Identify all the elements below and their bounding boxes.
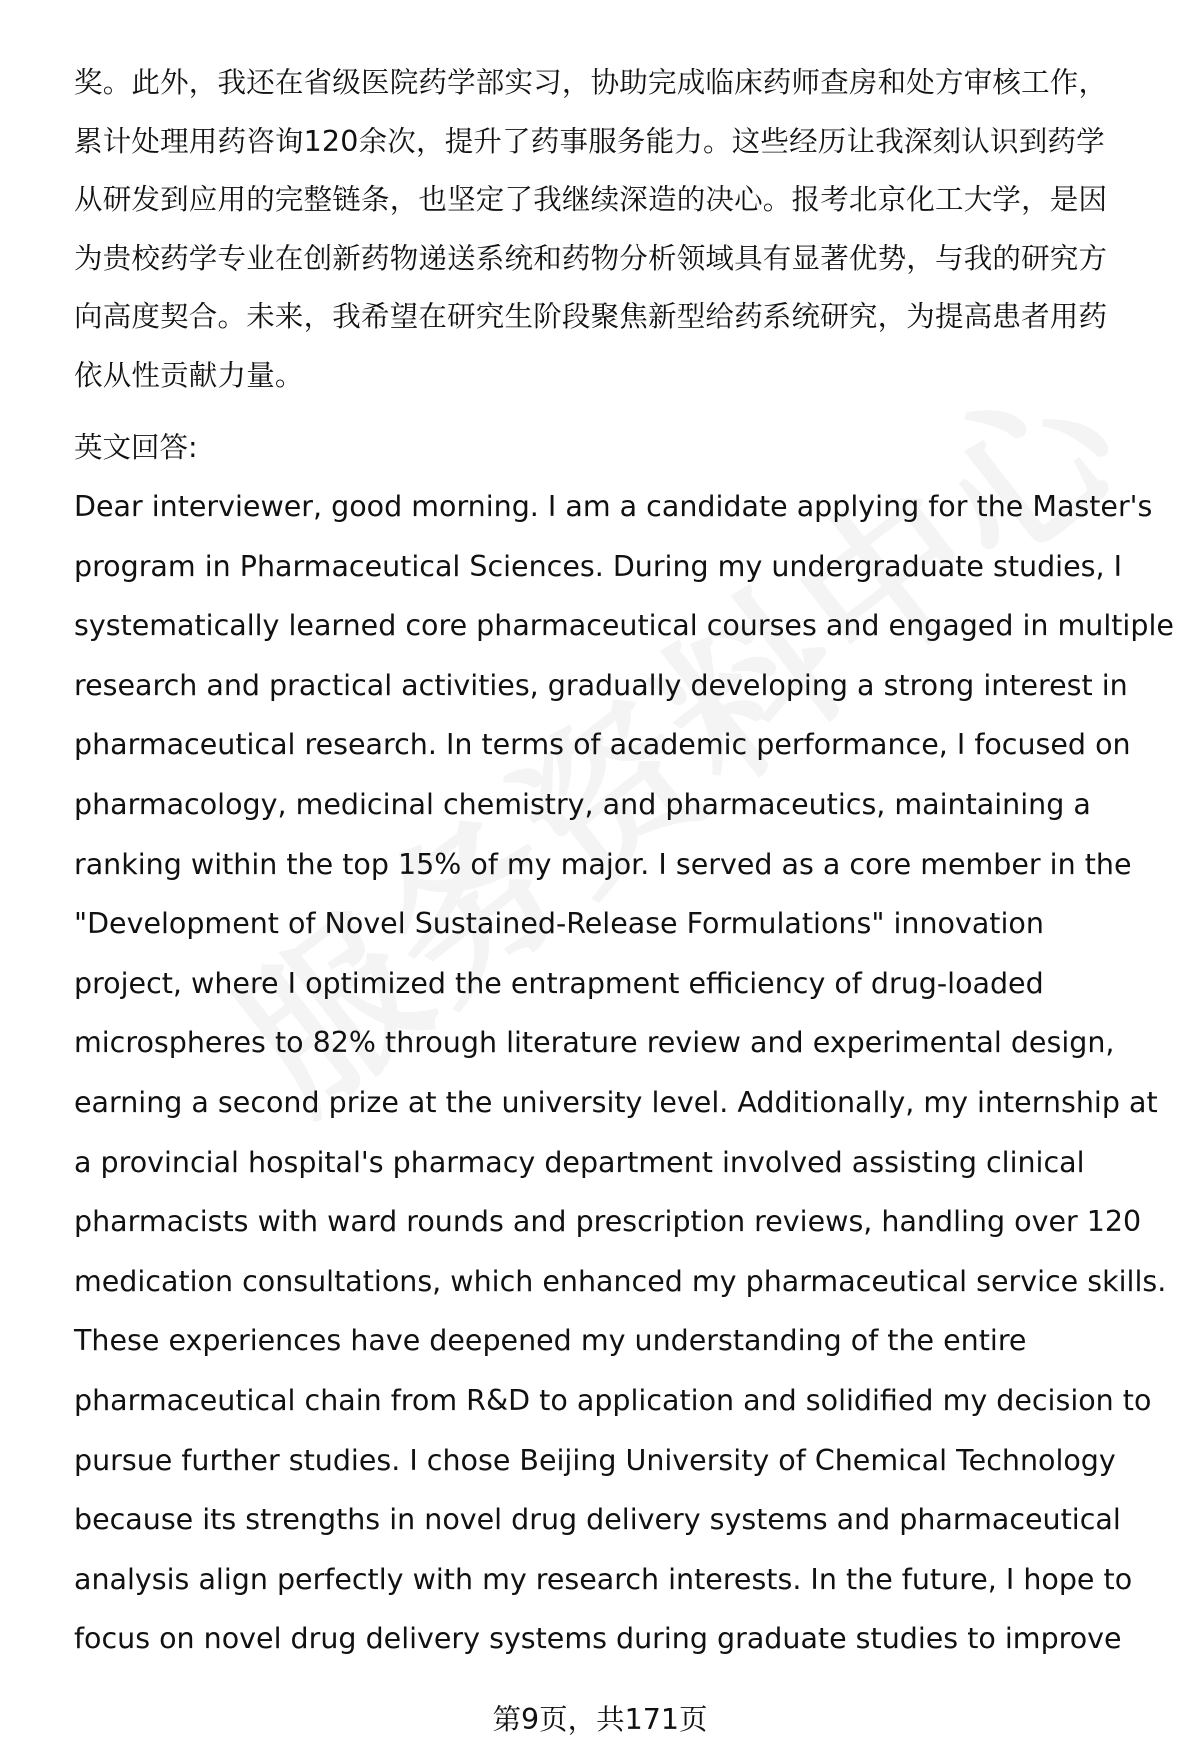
english-line: Dear interviewer, good morning. I am a candidate applying for the Master's <box>74 490 1153 523</box>
english-line: program in Pharmaceutical Sciences. During my undergraduate studies, I <box>74 549 1123 583</box>
english-line: pharmacists with ward rounds and prescription reviews, handling over 120 <box>74 1205 1142 1239</box>
english-line: because its strengths in novel drug delivery systems and pharmaceutical <box>74 1503 1121 1537</box>
english-line: systematically learned core pharmaceutical courses and engaged in multiple <box>74 609 1174 643</box>
document-body <box>74 54 1174 1669</box>
english-line: a provincial hospital's pharmacy department involved assisting clinical <box>74 1145 1085 1179</box>
english-line: pharmaceutical chain from R&D to application and solidified my decision to <box>74 1383 1152 1417</box>
chinese-paragraph <box>74 54 1159 405</box>
chinese-line: 向高度契合。未来，我希望在研究生阶段聚焦新型给药系统研究，为提高患者用药 <box>74 300 1108 333</box>
chinese-line: 累计处理用药咨询120余次，提升了药事服务能力。这些经历让我深刻认识到药学 <box>74 124 1105 158</box>
chinese-line: 依从性贡献力量。 <box>74 358 304 392</box>
english-line: pharmacology, medicinal chemistry, and pharmaceutics, maintaining a <box>74 787 1091 821</box>
english-line: "Development of Novel Sustained-Release Formulations" innovation <box>74 907 1044 941</box>
english-line: pursue further studies. I chose Beijing University of Chemical Technology <box>74 1443 1116 1477</box>
english-line: medication consultations, which enhanced my pharmaceutical service skills. <box>74 1264 1167 1298</box>
english-line: microspheres to 82% through literature review and experimental design, <box>74 1026 1115 1060</box>
english-line: research and practical activities, gradually developing a strong interest in <box>74 668 1128 702</box>
english-line: project, where I optimized the entrapment efficiency of drug-loaded <box>74 966 1044 1000</box>
english-answer-label: 英文回答: <box>74 431 198 464</box>
english-line: analysis align perfectly with my research interests. In the future, I hope to <box>74 1562 1133 1596</box>
english-line: pharmaceutical research. In terms of academic performance, I focused on <box>74 728 1131 762</box>
page-number-footer: 第9页，共171页 <box>492 1703 708 1736</box>
chinese-line: 为贵校药学专业在创新药物递送系统和药物分析领域具有显著优势，与我的研究方 <box>74 241 1108 275</box>
chinese-line: 奖。此外，我还在省级医院药学部实习，协助完成临床药师查房和处方审核工作， <box>74 66 1108 99</box>
chinese-line: 从研发到应用的完整链条，也坚定了我继续深造的决心。报考北京化工大学，是因 <box>74 183 1108 216</box>
english-line: earning a second prize at the university level. Additionally, my internship at <box>74 1085 1158 1119</box>
english-line: focus on novel drug delivery systems during graduate studies to improve <box>74 1622 1122 1656</box>
english-line: ranking within the top 15% of my major. I served as a core member in the <box>74 847 1132 881</box>
english-line: These experiences have deepened my understanding of the entire <box>74 1324 1027 1358</box>
english-answer-paragraph <box>74 477 1174 1669</box>
